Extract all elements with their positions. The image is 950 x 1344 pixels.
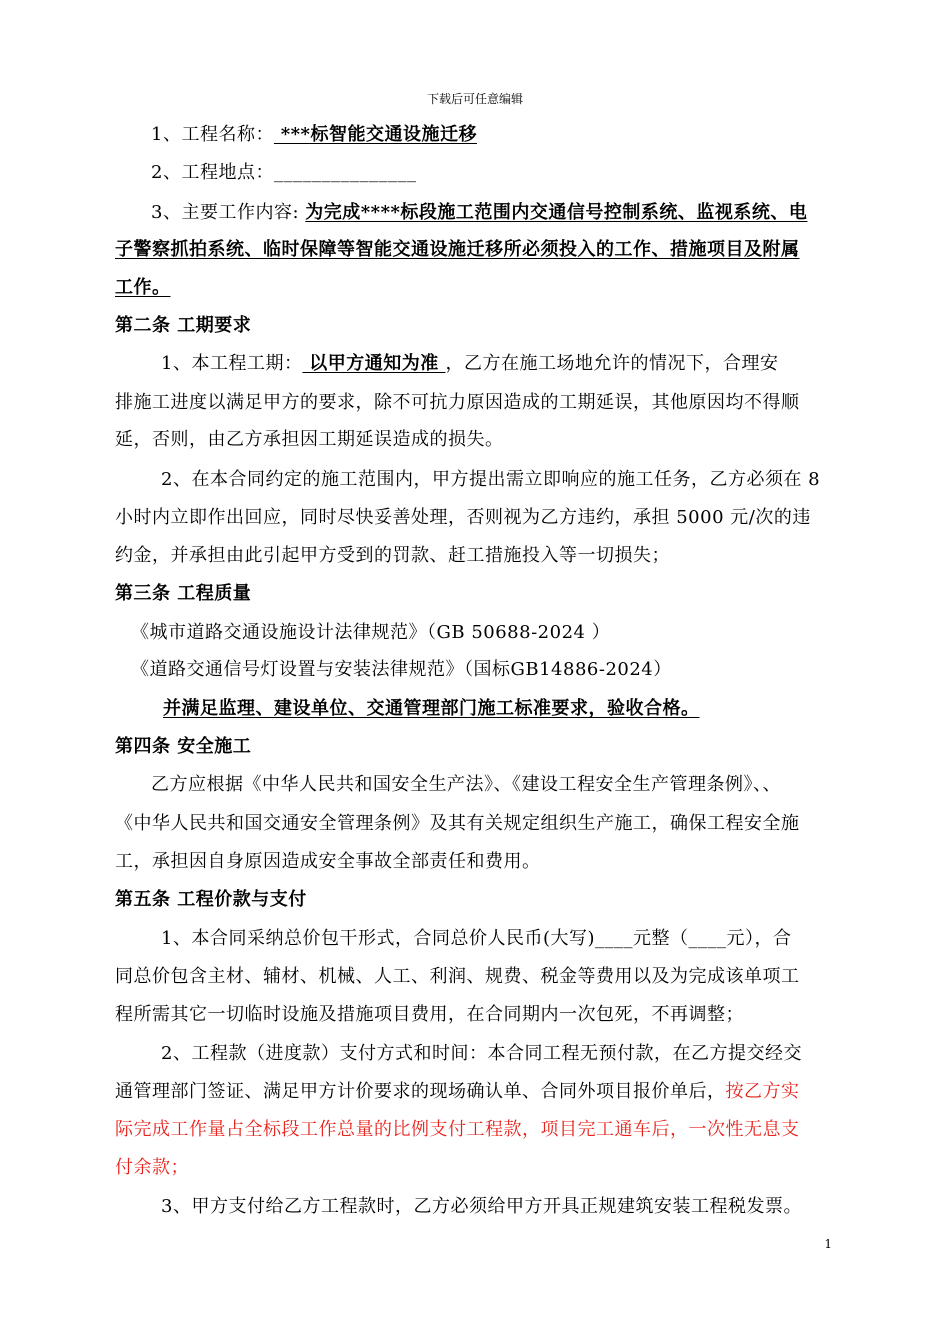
label: 1、工程名称：	[151, 124, 274, 145]
highlight-text: 付余款；	[115, 1157, 189, 1178]
section-heading: 第二条 工期要求	[115, 315, 252, 336]
text-line: 2、在本合同约定的施工范围内，甲方提出需立即响应的施工任务，乙方必须在 8	[161, 469, 821, 490]
text-line: 并满足监理、建设单位、交通管理部门施工标准要求，验收合格。	[163, 698, 700, 719]
text-line: 3、甲方支付给乙方工程款时，乙方必须给甲方开具正规建筑安装工程税发票。	[161, 1196, 802, 1217]
item-duration	[161, 353, 779, 375]
value: 为完成****标段施工范围内交通信号控制系统、监视系统、电	[305, 202, 808, 223]
text-line: 程所需其它一切临时设施及措施项目费用，在合同期内一次包死，不再调整；	[115, 1004, 744, 1025]
highlight-text: 按乙方实	[725, 1081, 800, 1102]
value: ***标智能交通设施迁移	[273, 124, 477, 145]
text: ，乙方在施工场地允许的情况下，合理安	[445, 353, 779, 374]
text-line	[115, 1081, 800, 1103]
page-header: 下载后可任意编辑	[426, 92, 523, 106]
section-heading: 第三条 工程质量	[115, 583, 252, 604]
text-line: 工，承担因自身原因造成安全事故全部责任和费用。	[115, 851, 541, 872]
label: 1、本工程工期：	[161, 353, 303, 374]
text-line: 乙方应根据《中华人民共和国安全生产法》、《建设工程安全生产管理条例》、、	[151, 774, 781, 795]
text-line: 小时内立即作出回应，同时尽快妥善处理，否则视为乙方违约，承担 5000 元/次的违	[115, 507, 811, 528]
text-line: 《中华人民共和国交通安全管理条例》及其有关规定组织生产施工，确保工程安全施	[115, 813, 800, 834]
label: 3、主要工作内容:	[151, 202, 306, 223]
text: 通管理部门签证、满足甲方计价要求的现场确认单、合同外项目报价单后，	[115, 1081, 726, 1102]
text-line: 排施工进度以满足甲方的要求，除不可抗力原因造成的工期延误，其他原因均不得顺	[115, 392, 800, 413]
highlight-text: 际完成工作量占全标段工作总量的比例支付工程款，项目完工通车后，一次性无息支	[115, 1119, 800, 1140]
text-line: 同总价包含主材、辅材、机械、人工、利润、规费、税金等费用以及为完成该单项工	[115, 966, 800, 987]
text-line: 工作。	[115, 277, 171, 298]
text-line: 约金，并承担由此引起甲方受到的罚款、赶工措施投入等一切损失；	[115, 545, 670, 566]
label: 2、工程地点：	[151, 162, 274, 183]
text-line: 《城市道路交通设施设计法律规范》（GB 50688-2024 ）	[131, 622, 611, 643]
item-main-content	[151, 202, 807, 224]
section-heading: 第四条 安全施工	[115, 736, 252, 757]
text-line: 延，否则，由乙方承担因工期延误造成的损失。	[115, 429, 504, 450]
item-project-location	[151, 162, 416, 184]
page-number: 1	[824, 1237, 832, 1251]
text-line: 1、本合同采纳总价包干形式，合同总价人民币(大写)____元整（____元），合	[161, 928, 792, 949]
blank: _______________	[273, 162, 417, 183]
item-project-name	[151, 124, 477, 146]
text-line: 《道路交通信号灯设置与安装法律规范》（国标GB14886-2024）	[131, 659, 672, 680]
section-heading: 第五条 工程价款与支付	[115, 889, 307, 910]
text-line: 2、工程款（进度款）支付方式和时间：本合同工程无预付款，在乙方提交经交	[161, 1043, 802, 1064]
value: 以甲方通知为准	[302, 353, 446, 374]
text-line: 子警察抓拍系统、临时保障等智能交通设施迁移所必须投入的工作、措施项目及附属	[115, 239, 800, 260]
